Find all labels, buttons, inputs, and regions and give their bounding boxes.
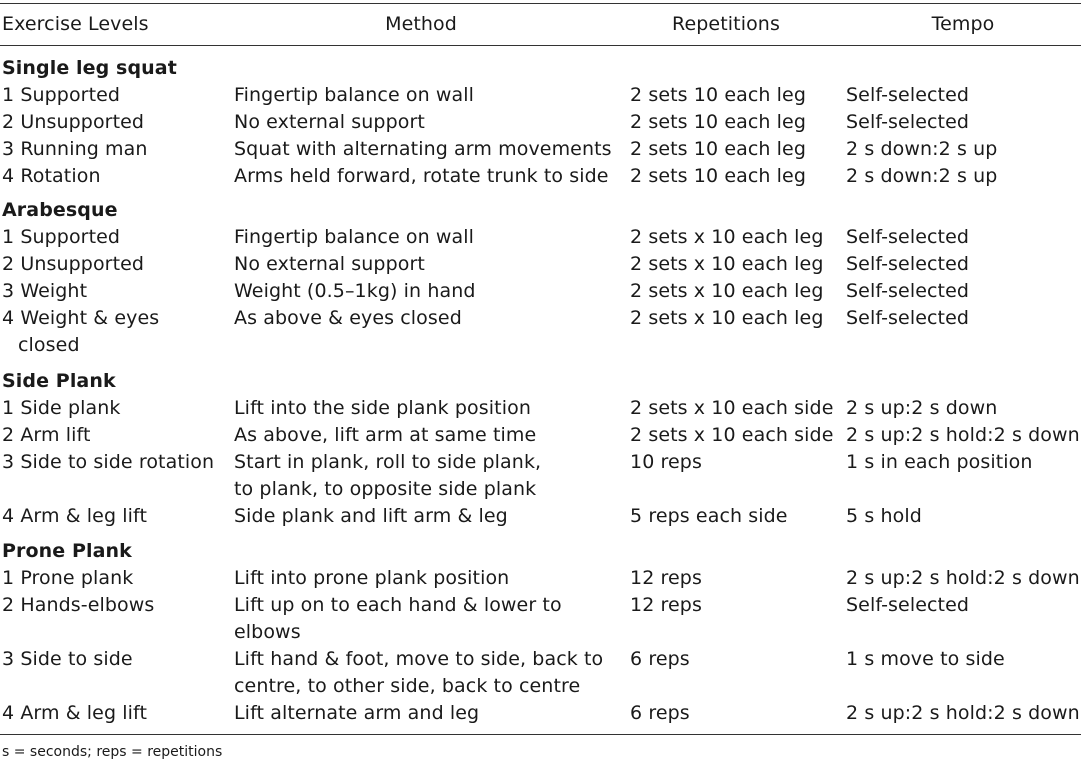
cell-method: Lift up on to each hand & lower to: [234, 594, 562, 616]
header-rule: [0, 45, 1081, 46]
cell-reps: 12 reps: [630, 594, 702, 616]
cell-reps: 2 sets 10 each leg: [630, 111, 807, 133]
cell-tempo: 2 s down:2 s up: [846, 138, 998, 160]
cell-level: 1 Supported: [2, 226, 121, 248]
cell-method: Fingertip balance on wall: [234, 226, 475, 248]
cell-method: No external support: [234, 253, 425, 275]
cell-reps: 2 sets 10 each leg: [630, 165, 807, 187]
cell-level: 4 Arm & leg lift: [2, 702, 148, 724]
cell-method: As above, lift arm at same time: [234, 424, 537, 446]
cell-tempo: Self-selected: [846, 253, 970, 275]
cell-level: 2 Hands-elbows: [2, 594, 155, 616]
cell-reps: 2 sets 10 each leg: [630, 138, 807, 160]
cell-level: 1 Prone plank: [2, 567, 134, 589]
cell-tempo: Self-selected: [846, 226, 970, 248]
cell-method: centre, to other side, back to centre: [234, 675, 581, 697]
table-top-rule: [0, 3, 1081, 4]
cell-reps: 2 sets x 10 each leg: [630, 226, 824, 248]
cell-level: 2 Arm lift: [2, 424, 91, 446]
header-tempo: Tempo: [931, 13, 995, 35]
cell-level: 3 Running man: [2, 138, 148, 160]
cell-tempo: Self-selected: [846, 307, 970, 329]
cell-method: Squat with alternating arm movements: [234, 138, 612, 160]
cell-method: Fingertip balance on wall: [234, 84, 475, 106]
cell-reps: 2 sets x 10 each leg: [630, 280, 824, 302]
cell-tempo: Self-selected: [846, 594, 970, 616]
header-repetitions: Repetitions: [672, 13, 780, 35]
cell-level: 3 Weight: [2, 280, 88, 302]
footnote: s = seconds; reps = repetitions: [2, 744, 223, 760]
cell-reps: 2 sets x 10 each side: [630, 424, 834, 446]
cell-tempo: Self-selected: [846, 111, 970, 133]
cell-level: closed: [18, 334, 80, 356]
cell-tempo: 2 s up:2 s hold:2 s down: [846, 702, 1080, 724]
section-title: Prone Plank: [2, 540, 132, 562]
cell-reps: 2 sets x 10 each side: [630, 397, 834, 419]
cell-reps: 2 sets x 10 each leg: [630, 253, 824, 275]
cell-level: 4 Weight & eyes: [2, 307, 160, 329]
cell-method: Arms held forward, rotate trunk to side: [234, 165, 609, 187]
cell-method: Weight (0.5–1kg) in hand: [234, 280, 476, 302]
cell-level: 4 Rotation: [2, 165, 101, 187]
cell-method: Lift into the side plank position: [234, 397, 531, 419]
cell-tempo: 5 s hold: [846, 505, 922, 527]
table-bottom-rule: [0, 734, 1081, 735]
cell-reps: 12 reps: [630, 567, 702, 589]
cell-method: No external support: [234, 111, 425, 133]
cell-method: to plank, to opposite side plank: [234, 478, 537, 500]
cell-tempo: Self-selected: [846, 280, 970, 302]
section-title: Arabesque: [2, 199, 118, 221]
header-method: Method: [385, 13, 457, 35]
cell-level: 1 Supported: [2, 84, 121, 106]
cell-tempo: 1 s in each position: [846, 451, 1033, 473]
cell-method: elbows: [234, 621, 301, 643]
cell-method: Start in plank, roll to side plank,: [234, 451, 542, 473]
cell-reps: 5 reps each side: [630, 505, 788, 527]
cell-level: 3 Side to side rotation: [2, 451, 215, 473]
cell-level: 3 Side to side: [2, 648, 133, 670]
cell-reps: 6 reps: [630, 648, 690, 670]
cell-method: Lift alternate arm and leg: [234, 702, 480, 724]
cell-method: Lift into prone plank position: [234, 567, 510, 589]
cell-level: 1 Side plank: [2, 397, 121, 419]
cell-tempo: Self-selected: [846, 84, 970, 106]
section-title: Side Plank: [2, 370, 116, 392]
header-exercise-levels: Exercise Levels: [2, 13, 149, 35]
cell-reps: 2 sets x 10 each leg: [630, 307, 824, 329]
cell-method: Side plank and lift arm & leg: [234, 505, 508, 527]
cell-tempo: 2 s up:2 s down: [846, 397, 998, 419]
cell-reps: 2 sets 10 each leg: [630, 84, 807, 106]
section-title: Single leg squat: [2, 57, 177, 79]
cell-level: 2 Unsupported: [2, 111, 145, 133]
cell-method: As above & eyes closed: [234, 307, 462, 329]
cell-reps: 6 reps: [630, 702, 690, 724]
cell-level: 2 Unsupported: [2, 253, 145, 275]
cell-tempo: 2 s down:2 s up: [846, 165, 998, 187]
cell-tempo: 2 s up:2 s hold:2 s down: [846, 424, 1080, 446]
cell-reps: 10 reps: [630, 451, 702, 473]
cell-tempo: 1 s move to side: [846, 648, 1005, 670]
cell-tempo: 2 s up:2 s hold:2 s down: [846, 567, 1080, 589]
cell-level: 4 Arm & leg lift: [2, 505, 148, 527]
cell-method: Lift hand & foot, move to side, back to: [234, 648, 604, 670]
